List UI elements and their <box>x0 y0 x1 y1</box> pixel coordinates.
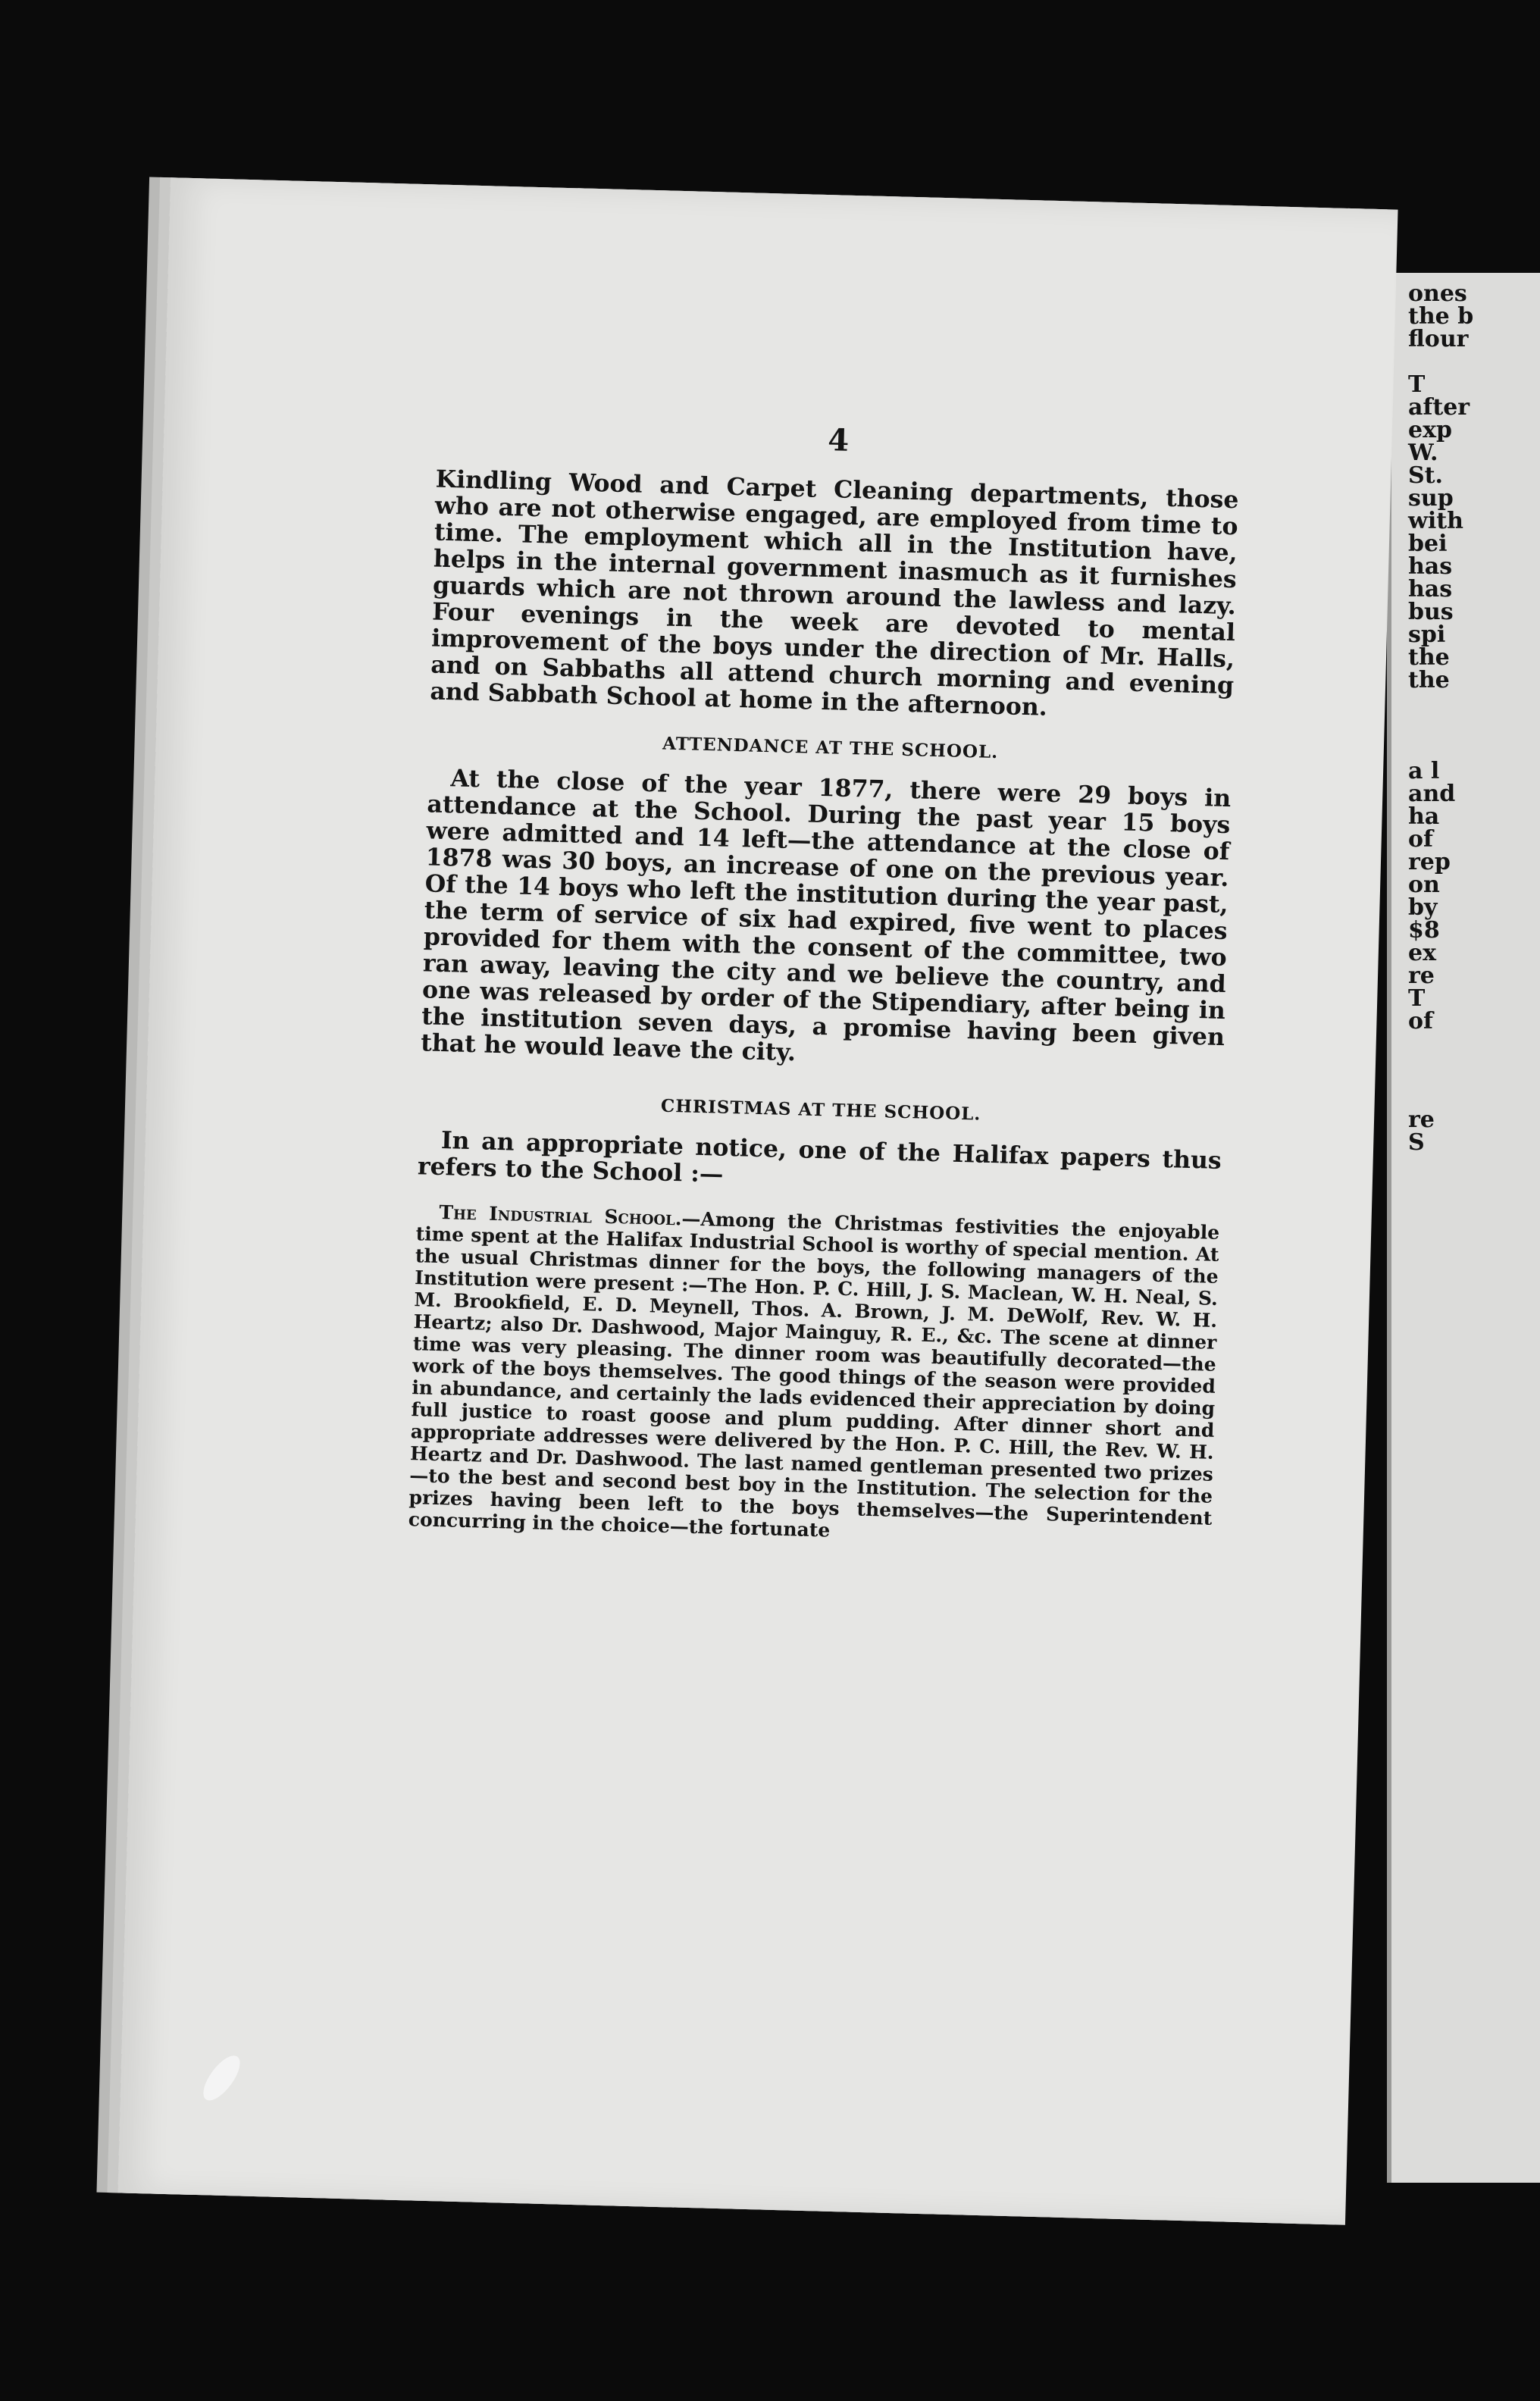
page-content <box>408 412 1240 1551</box>
facing-page-fragment: has <box>1408 576 1453 603</box>
facing-page-fragment: rep <box>1408 849 1451 875</box>
quote-body: —Among the Christmas festivities the enjoyable time spent at the Halifax Industrial School is worthy of special mention. At the usual Christmas dinner for the boys, the following managers of the Institution were present :—The Hon. P. C. Hill, J. S. Maclean, W. H. Neal, S. M. Brookfield, E. D. Meynell, Thos. A. Brown, J. M. DeWolf, Rev. W. H. Heartz; also Dr. Dashwood, Major Mainguy, R. E., &c. The scene at dinner time was very pleasing. The dinner room was beautifully decorated—the work of the boys themselves. The good things of the season were provided in abundance, and certainly the lads evidenced their appreciation by doing full justice to roast goose and plum pudding. After dinner short and appropriate addresses were delivered by the Hon. P. C. Hill, the Rev. W. H. Heartz and Dr. Dashwood. The last named gentleman presented two prizes—to the best and second best boy in the Institution. The selection for the prizes having been left to the boys themselves—the Superintendent concurring in the choice—the fortunate <box>408 1207 1220 1542</box>
facing-page-fragment: bei <box>1408 531 1448 557</box>
facing-page-fragment: on <box>1408 872 1440 898</box>
attendance-paragraph: At the close of the year 1877, there were 29 boys in attendance at the School. During the past year 15 boys were admitted and 14 left—the attendance at the close of 1878 was 30 boys, an increase of one on the previous year. Of the 14 boys who left the institution during the year past, the term of service of six had expired, five went to places provided for them with the consent of the committee, two ran away, leaving the city and we believe the country, and one was released by order of the Stipendiary, after being in the institution seven days, a promise having been given that he would leave the city. <box>420 764 1232 1067</box>
facing-page-fragment: $8 <box>1408 917 1440 944</box>
facing-page-fragment: bus <box>1408 599 1454 625</box>
newspaper-quote <box>408 1200 1219 1551</box>
facing-page-fragment: exp <box>1408 417 1452 443</box>
attendance-heading: ATTENDANCE AT THE SCHOOL. <box>662 733 999 763</box>
facing-page-fragment: the <box>1408 667 1450 693</box>
quote-lead: The Industrial School. <box>439 1201 682 1230</box>
facing-page-fragment: the b <box>1408 303 1474 330</box>
facing-page-fragment: ha <box>1408 803 1440 830</box>
facing-page-fragment: sup <box>1408 485 1454 512</box>
facing-page-fragment: ex <box>1408 940 1436 966</box>
book-page <box>117 177 1398 2224</box>
facing-page-fragment: St. <box>1408 462 1443 489</box>
facing-page-fragment: spi <box>1408 621 1446 648</box>
facing-page-fragment: of <box>1408 826 1433 853</box>
facing-page-fragment: of <box>1408 1008 1433 1035</box>
christmas-intro-paragraph: In an appropriate notice, one of the Halifax papers thus refers to the School :— <box>417 1126 1222 1188</box>
christmas-heading: CHRISTMAS AT THE SCHOOL. <box>660 1095 981 1125</box>
facing-page-fragment: after <box>1408 394 1470 421</box>
facing-page-fragment: T <box>1408 985 1426 1012</box>
facing-page-fragment: flour <box>1408 326 1469 352</box>
facing-page-fragment: W. <box>1408 440 1438 466</box>
page-number: 4 <box>827 422 850 459</box>
facing-page-fragment: ones <box>1408 280 1467 307</box>
facing-page-fragment: with <box>1408 508 1463 534</box>
facing-page-fragment: S <box>1408 1129 1425 1156</box>
facing-page-fragment: by <box>1408 894 1438 921</box>
facing-page-fragment: re <box>1408 1107 1435 1133</box>
facing-page <box>1387 273 1540 2183</box>
facing-page-fragment: T <box>1408 371 1426 398</box>
facing-page-fragment: re <box>1408 963 1435 989</box>
facing-page-fragment: and <box>1408 781 1456 807</box>
facing-page-fragment: a l <box>1408 758 1440 784</box>
facing-page-fragment: the <box>1408 644 1450 671</box>
paper-damage <box>197 2050 247 2106</box>
facing-page-fragment: has <box>1408 553 1453 580</box>
intro-paragraph: Kindling Wood and Carpet Cleaning departments, those who are not otherwise engaged, are employed from time to time. The employment which all in the Institution have, helps in the internal government inasmuch as it furnishes guards which are not thrown around the lawless and lazy. Four evenings in the week are devoted to mental improvement of the boys under the direction of Mr. Halls, and on Sabbaths all attend church morning and evening and Sabbath School at home in the afternoon. <box>429 465 1239 722</box>
